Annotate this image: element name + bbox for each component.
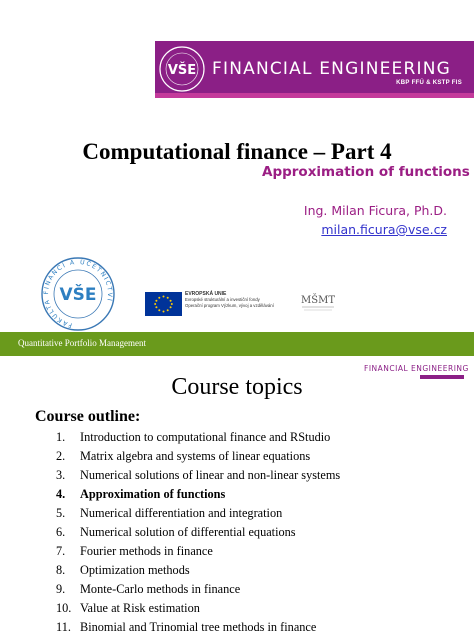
list-item-number: 11. [56, 620, 71, 632]
faculty-logo-letters: VŠE [59, 285, 97, 305]
slide-title: Computational finance – Part 4 [82, 139, 392, 164]
list-item [56, 523, 340, 542]
list-item [56, 428, 340, 447]
list-item [56, 580, 340, 599]
list-item-number: 1. [56, 430, 66, 444]
course-topics-title: Course topics [171, 374, 303, 400]
list-item [56, 542, 340, 561]
faculty-ring-text: FAKULTA FINANCÍ A ÚČETNICTVÍ [42, 258, 114, 329]
list-item-text: Introduction to computational finance and RStudio [80, 430, 331, 444]
eu-flag-icon [145, 292, 182, 316]
slide-subtitle: Approximation of functions [262, 164, 470, 180]
header-logo: FINANCIAL ENGINEERING [364, 364, 469, 373]
banner-subtitle: KBP FFÚ & KSTP FIS [396, 80, 462, 86]
faculty-logo-icon [40, 256, 116, 332]
list-item [56, 599, 340, 618]
list-item-text: Numerical solutions of linear and non-linear systems [80, 468, 341, 482]
list-item-number: 9. [56, 582, 66, 596]
banner-title: FINANCIAL ENGINEERING [212, 59, 452, 79]
eu-funding-text [185, 292, 285, 308]
list-item [56, 504, 340, 523]
ministry-logo-icon [298, 288, 338, 314]
list-item [56, 618, 340, 632]
list-item [56, 485, 340, 504]
list-item-number: 7. [56, 544, 66, 558]
list-item-text: Binomial and Trinomial tree methods in finance [80, 620, 317, 632]
course-outline-label: Course outline: [35, 408, 141, 425]
list-item-number: 8. [56, 563, 66, 577]
list-item-text: Numerical differentiation and integration [80, 506, 283, 520]
author-name: Ing. Milan Ficura, Ph.D. [303, 203, 447, 218]
list-item-text: Numerical solution of differential equations [80, 525, 296, 539]
list-item-number: 2. [56, 449, 66, 463]
course-topics-slide [0, 358, 474, 632]
list-item-number: 3. [56, 468, 66, 482]
eu-heading: EVROPSKÁ UNIE [185, 291, 227, 297]
list-item-text: Approximation of functions [80, 487, 226, 501]
list-item-number: 4. [56, 487, 66, 501]
list-item-text: Value at Risk estimation [80, 601, 200, 615]
topics-list [56, 428, 340, 632]
eu-line-1: Evropské strukturální a investiční fondy [185, 297, 260, 303]
list-item-number: 5. [56, 506, 66, 520]
seal-letters: VŠE [167, 63, 197, 78]
banner-accent-strip [155, 93, 474, 98]
list-item-text: Monte-Carlo methods in finance [80, 582, 241, 596]
footer-bar-text: Quantitative Portfolio Management [18, 338, 146, 348]
list-item-text: Fourier methods in finance [80, 544, 213, 558]
list-item [56, 561, 340, 580]
vse-seal-icon [158, 45, 206, 93]
list-item [56, 447, 340, 466]
list-item-number: 6. [56, 525, 66, 539]
list-item-text: Optimization methods [80, 563, 190, 577]
ministry-logo-letters: MŠMT [301, 295, 335, 306]
list-item [56, 466, 340, 485]
list-item-text: Matrix algebra and systems of linear equations [80, 449, 311, 463]
author-email-link[interactable]: milan.ficura@vse.cz [321, 222, 447, 237]
eu-line-2: Operační program Výzkum, vývoj a vzdělávání [185, 302, 274, 308]
list-item-number: 10. [56, 601, 72, 615]
